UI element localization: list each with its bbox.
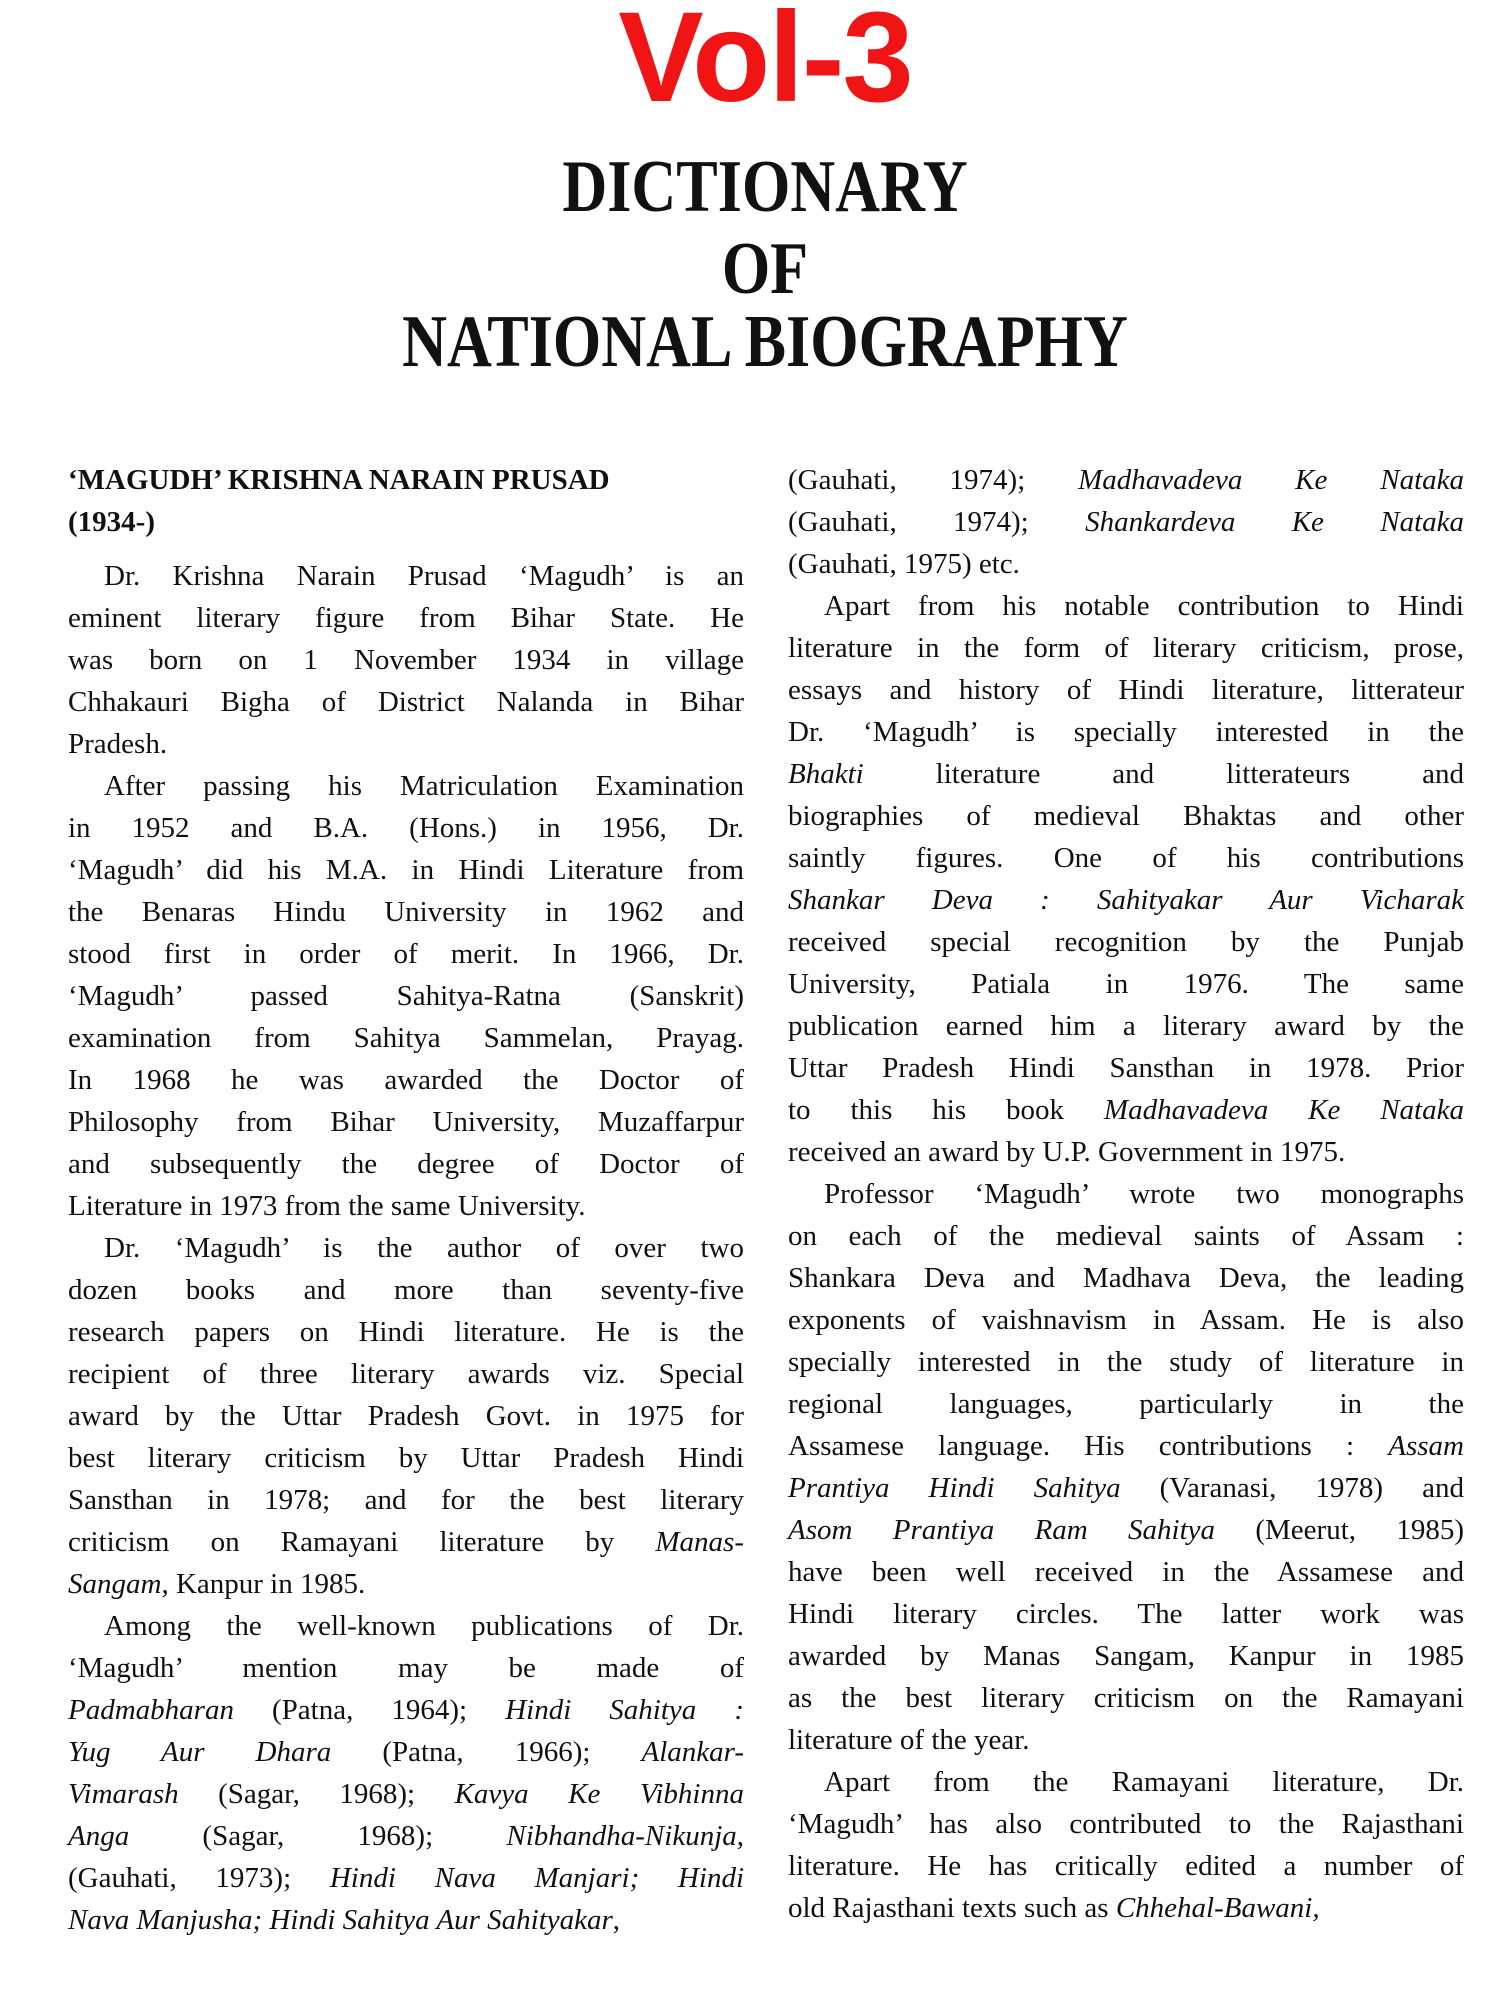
text-run: research papers on Hindi literature. He is the — [68, 1316, 744, 1348]
text-run: to this his book — [788, 1094, 1104, 1126]
text-line — [788, 1215, 1464, 1257]
text-run: After passing his Matriculation Examination — [104, 770, 744, 802]
text-line — [788, 1551, 1464, 1593]
paragraph — [68, 765, 744, 1227]
text-run: literature of the year. — [788, 1724, 1030, 1756]
text-line — [68, 639, 744, 681]
text-run: old Rajasthani texts such as — [788, 1892, 1116, 1924]
text-run: regional languages, particularly in the — [788, 1388, 1464, 1420]
title-line-1: DICTIONARY — [562, 146, 968, 228]
text-run: publication earned him a literary award by the — [788, 1010, 1464, 1042]
paragraph — [788, 1173, 1464, 1761]
text-line — [68, 1857, 744, 1899]
text-line — [68, 1689, 744, 1731]
text-run: criticism on Ramayani literature by — [68, 1526, 656, 1558]
text-line — [788, 1089, 1464, 1131]
paragraph — [788, 459, 1464, 585]
text-line — [68, 807, 744, 849]
text-line — [68, 765, 744, 807]
text-run: recipient of three literary awards viz. Special — [68, 1358, 744, 1390]
text-line — [68, 723, 744, 765]
entry-heading — [68, 459, 744, 543]
text-line — [788, 1677, 1464, 1719]
italic-title: Manas- — [655, 1526, 744, 1558]
text-line — [68, 849, 744, 891]
text-run: received special recognition by the Punjab — [788, 926, 1464, 958]
text-run: (Varanasi, 1978) and — [1120, 1472, 1465, 1504]
text-line — [788, 795, 1464, 837]
text-line — [788, 1173, 1464, 1215]
text-run: the Benaras Hindu University in 1962 and — [68, 896, 744, 928]
text-line — [68, 1647, 744, 1689]
text-run: Shankara Deva and Madhava Deva, the leading — [788, 1262, 1464, 1294]
text-run: on each of the medieval saints of Assam : — [788, 1220, 1464, 1252]
text-run: have been well received in the Assamese and — [788, 1556, 1464, 1588]
text-run: ‘Magudh’ did his M.A. in Hindi Literature from — [68, 854, 744, 886]
text-run: , — [612, 1904, 621, 1936]
text-line — [788, 1047, 1464, 1089]
text-run: ‘Magudh’ mention may be made of — [68, 1652, 744, 1684]
text-line — [68, 1521, 744, 1563]
italic-title: Kavya Ke Vibhinna — [454, 1778, 744, 1810]
text-run: saintly figures. One of his contributions — [788, 842, 1464, 874]
text-run: Professor ‘Magudh’ wrote two monographs — [824, 1178, 1464, 1210]
text-run: (Gauhati, 1974); — [788, 506, 1086, 538]
italic-title: Alankar- — [641, 1736, 744, 1768]
text-line — [68, 1101, 744, 1143]
text-line — [788, 1299, 1464, 1341]
text-run: Uttar Pradesh Hindi Sansthan in 1978. Prior — [788, 1052, 1464, 1084]
text-run: Dr. ‘Magudh’ is the author of over two — [104, 1232, 744, 1264]
text-line — [788, 837, 1464, 879]
text-line — [788, 1257, 1464, 1299]
paragraph — [788, 585, 1464, 1173]
text-run: (Gauhati, 1975) etc. — [788, 548, 1020, 580]
text-line — [788, 1719, 1464, 1761]
text-run: In 1968 he was awarded the Doctor of — [68, 1064, 744, 1096]
text-line — [788, 963, 1464, 1005]
text-line — [68, 1815, 744, 1857]
text-run: , Kanpur in 1985. — [161, 1568, 366, 1600]
right-column — [788, 459, 1464, 1929]
text-line — [788, 879, 1464, 921]
italic-title: Shankardeva Ke Nataka — [1085, 506, 1465, 538]
text-run: Apart from his notable contribution to Hindi — [824, 590, 1464, 622]
text-run: Hindi literary circles. The latter work was — [788, 1598, 1464, 1630]
text-line — [788, 1593, 1464, 1635]
text-run: specially interested in the study of literature in — [788, 1346, 1464, 1378]
italic-title: Vimarash — [68, 1778, 179, 1810]
text-line — [788, 921, 1464, 963]
text-line — [68, 1143, 744, 1185]
text-run: Sansthan in 1978; and for the best literary — [68, 1484, 744, 1516]
text-run: Pradesh. — [68, 728, 168, 760]
left-column — [68, 555, 744, 1941]
text-line — [68, 1353, 744, 1395]
italic-title: Shankar Deva : Sahityakar Aur Vicharak — [788, 884, 1464, 916]
italic-title: Assam — [1388, 1430, 1464, 1462]
text-run: as the best literary criticism on the Ramayani — [788, 1682, 1464, 1714]
text-line — [68, 1227, 744, 1269]
paragraph — [68, 1227, 744, 1605]
text-line — [68, 597, 744, 639]
italic-title: Anga — [68, 1820, 130, 1852]
text-line — [68, 1899, 744, 1941]
text-line — [68, 681, 744, 723]
italic-title: Padmabharan — [68, 1694, 234, 1726]
italic-title: Chhehal-Bawani, — [1115, 1892, 1320, 1924]
italic-title: Hindi Sahitya : — [505, 1694, 745, 1726]
text-line — [788, 585, 1464, 627]
italic-title: Madhavadeva Ke Nataka — [1103, 1094, 1464, 1126]
text-run: received an award by U.P. Government in 1975. — [788, 1136, 1346, 1168]
text-run: and subsequently the degree of Doctor of — [68, 1148, 744, 1180]
italic-title: Nibhandha-Nikunja — [506, 1820, 737, 1852]
italic-title: Hindi Nava Manjari; Hindi — [329, 1862, 745, 1894]
volume-label: Vol-3 — [618, 0, 912, 129]
entry-heading-dates: (1934-) — [68, 506, 155, 538]
text-run: (Patna, 1966); — [331, 1736, 642, 1768]
text-line — [788, 543, 1464, 585]
text-run: best literary criticism by Uttar Pradesh Hindi — [68, 1442, 744, 1474]
text-run: (Gauhati, 1974); — [788, 464, 1079, 496]
text-line — [788, 1383, 1464, 1425]
paragraph — [68, 1605, 744, 1941]
text-line — [788, 711, 1464, 753]
text-line — [68, 933, 744, 975]
text-run: (Gauhati, 1973); — [68, 1862, 330, 1894]
text-run: dozen books and more than seventy-five — [68, 1274, 744, 1306]
text-line — [68, 1605, 744, 1647]
text-run: , — [736, 1820, 744, 1852]
text-run: Dr. Krishna Narain Prusad ‘Magudh’ is an — [104, 560, 744, 592]
italic-title: Prantiya Hindi Sahitya — [788, 1472, 1121, 1504]
text-run: examination from Sahitya Sammelan, Prayag. — [68, 1022, 744, 1054]
text-line — [68, 1563, 744, 1605]
text-run: was born on 1 November 1934 in village — [68, 644, 744, 676]
text-line — [788, 1803, 1464, 1845]
text-line — [788, 1887, 1464, 1929]
text-line — [68, 1479, 744, 1521]
text-run: Among the well-known publications of Dr. — [104, 1610, 744, 1642]
title-line-2: OF — [721, 228, 809, 310]
text-run: in 1952 and B.A. (Hons.) in 1956, Dr. — [68, 812, 744, 844]
entry-heading-name: ‘MAGUDH’ KRISHNA NARAIN PRUSAD — [68, 464, 610, 496]
text-run: Assamese language. His contributions : — [788, 1430, 1389, 1462]
text-line — [788, 1425, 1464, 1467]
text-run: Literature in 1973 from the same University. — [68, 1190, 586, 1222]
text-run: Chhakauri Bigha of District Nalanda in Bihar — [68, 686, 744, 718]
text-line — [788, 1761, 1464, 1803]
text-run: ‘Magudh’ passed Sahitya-Ratna (Sanskrit) — [68, 980, 744, 1012]
text-run: stood first in order of merit. In 1966, Dr. — [68, 938, 744, 970]
text-run: ‘Magudh’ has also contributed to the Rajasthani — [788, 1808, 1464, 1840]
text-line — [68, 1731, 744, 1773]
text-line — [68, 1773, 744, 1815]
text-run: literature in the form of literary criticism, prose, — [788, 632, 1464, 664]
text-line — [68, 1059, 744, 1101]
paragraph — [788, 1761, 1464, 1929]
text-line — [788, 501, 1464, 543]
text-run: literature and litterateurs and — [863, 758, 1464, 790]
text-line — [788, 1467, 1464, 1509]
text-run: University, Patiala in 1976. The same — [788, 968, 1464, 1000]
italic-title: Bhakti — [788, 758, 864, 790]
text-run: literature. He has critically edited a number of — [788, 1850, 1464, 1882]
text-run: Apart from the Ramayani literature, Dr. — [824, 1766, 1464, 1798]
text-line — [68, 891, 744, 933]
text-line — [68, 1185, 744, 1227]
text-line — [68, 555, 744, 597]
text-line — [788, 459, 1464, 501]
title-line-3: NATIONAL BIOGRAPHY — [402, 301, 1128, 383]
text-line — [788, 669, 1464, 711]
text-run: biographies of medieval Bhaktas and other — [788, 800, 1464, 832]
text-run: (Patna, 1964); — [233, 1694, 506, 1726]
text-run: essays and history of Hindi literature, litterateur — [788, 674, 1464, 706]
italic-title: Madhavadeva Ke Nataka — [1078, 464, 1464, 496]
text-run: Philosophy from Bihar University, Muzaffarpur — [68, 1106, 744, 1138]
text-line — [68, 1017, 744, 1059]
text-run: awarded by Manas Sangam, Kanpur in 1985 — [788, 1640, 1464, 1672]
text-line — [68, 1311, 744, 1353]
text-run: (Sagar, 1968); — [178, 1778, 455, 1810]
text-run: eminent literary figure from Bihar State. He — [68, 602, 744, 634]
text-line — [788, 753, 1464, 795]
italic-title: Asom Prantiya Ram Sahitya — [788, 1514, 1216, 1546]
italic-title: Sangam — [68, 1568, 162, 1600]
text-run: (Meerut, 1985) — [1215, 1514, 1464, 1546]
text-run: award by the Uttar Pradesh Govt. in 1975 for — [68, 1400, 744, 1432]
italic-title: Yug Aur Dhara — [68, 1736, 332, 1768]
text-line — [788, 1131, 1464, 1173]
text-line — [68, 1437, 744, 1479]
text-line — [68, 1269, 744, 1311]
text-line — [68, 975, 744, 1017]
text-line — [788, 1635, 1464, 1677]
text-line — [788, 1509, 1464, 1551]
text-line — [68, 1395, 744, 1437]
text-run: Dr. ‘Magudh’ is specially interested in the — [788, 716, 1464, 748]
text-line — [788, 1845, 1464, 1887]
text-line — [788, 1341, 1464, 1383]
paragraph — [68, 555, 744, 765]
text-run: exponents of vaishnavism in Assam. He is also — [788, 1304, 1464, 1336]
text-run: (Sagar, 1968); — [129, 1820, 507, 1852]
text-line — [788, 1005, 1464, 1047]
text-line — [788, 627, 1464, 669]
italic-title: Nava Manjusha; Hindi Sahitya Aur Sahityakar — [68, 1904, 613, 1936]
